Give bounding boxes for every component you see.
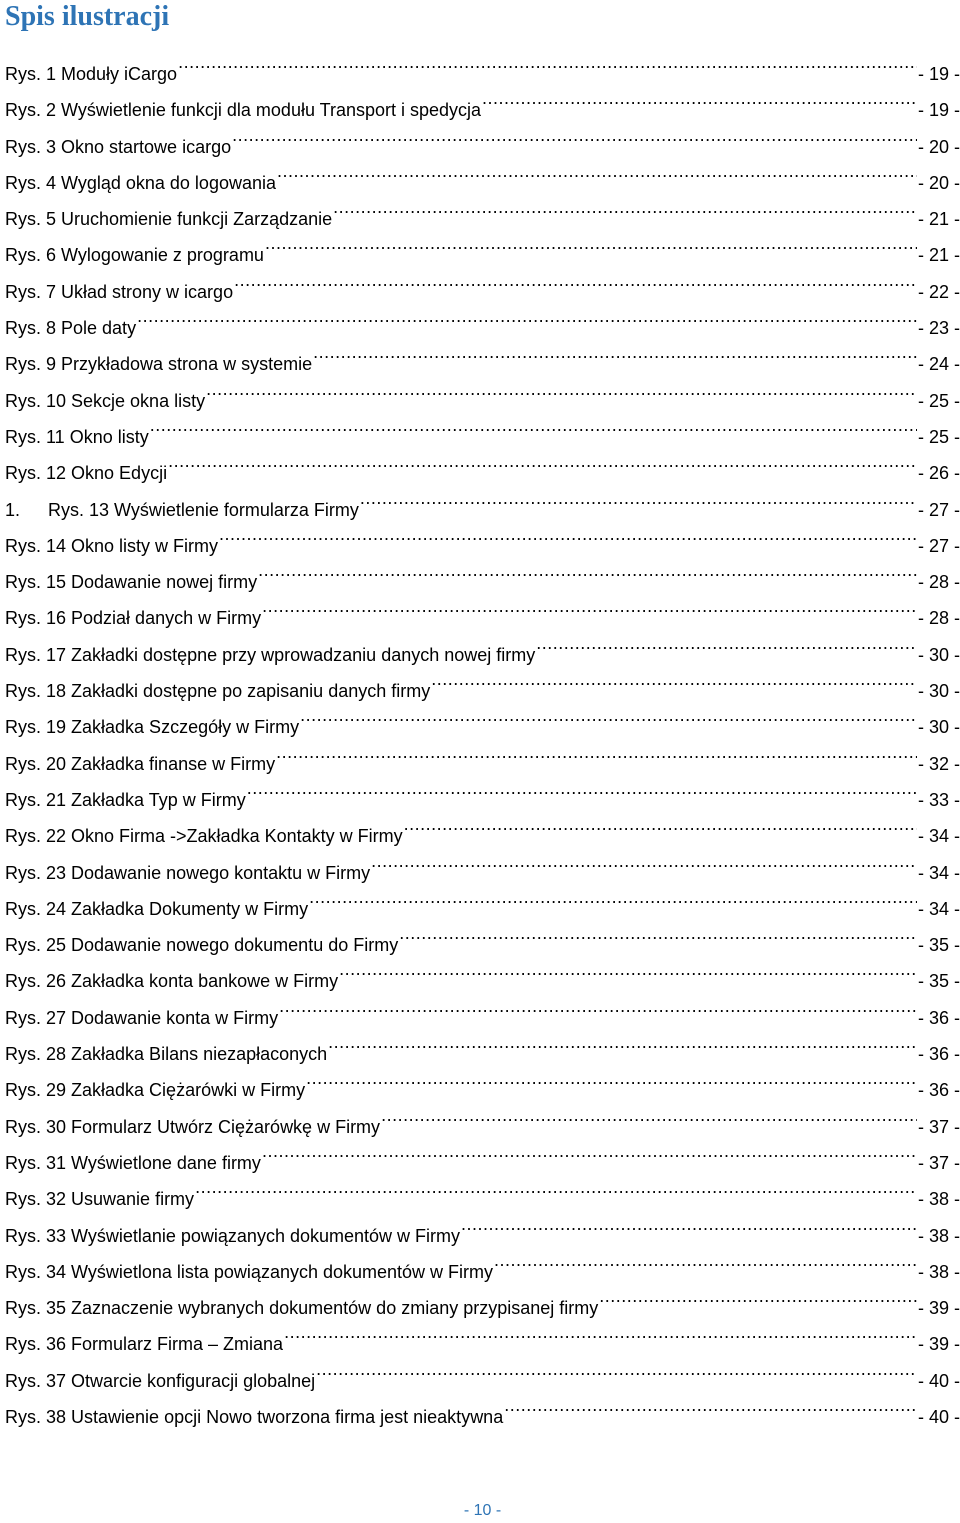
toc-entry-title	[5, 237, 264, 273]
toc-entry-label: Rys. 14 Okno listy w Firmy	[5, 535, 219, 556]
toc-entry-label: Rys. 27 Dodawanie konta w Firmy	[5, 1007, 279, 1028]
toc-entry-label: Rys. 10 Sekcje okna listy	[5, 390, 206, 411]
toc-entry-page: - 38 -	[917, 1189, 960, 1210]
toc-entry-page: - 40 -	[917, 1406, 960, 1427]
toc-entry-label: Rys. 18 Zakładki dostępne po zapisaniu danych firmy	[5, 681, 431, 702]
toc-dot-leader	[258, 552, 917, 588]
toc-dot-leader	[306, 1060, 917, 1096]
toc-entry-label: Rys. 4 Wygląd okna do logowania	[5, 172, 276, 193]
toc-entry-label: Rys. 6 Wylogowanie z programu	[5, 245, 264, 266]
toc-dot-leader	[284, 1314, 917, 1350]
toc-entry-label: Rys. 12 Okno Edycji	[5, 463, 168, 484]
toc-entry-page: - 28 -	[917, 572, 960, 593]
toc-entry-label: Rys. 24 Zakładka Dokumenty w Firmy	[5, 898, 309, 919]
toc-entry-label: Rys. 36 Formularz Firma – Zmiana	[5, 1334, 284, 1355]
toc-dot-leader	[313, 334, 917, 370]
toc-entry-title	[5, 1000, 278, 1036]
toc-dot-leader	[195, 1169, 917, 1205]
toc-entry-label: Rys. 23 Dodawanie nowego kontaktu w Firmy	[5, 862, 371, 883]
toc-dot-leader	[168, 443, 917, 479]
toc-dot-leader	[482, 80, 917, 116]
toc-entry-page: - 36 -	[917, 1080, 960, 1101]
toc-dot-leader	[137, 298, 917, 334]
toc-entry-label: Rys. 31 Wyświetlone dane firmy	[5, 1152, 261, 1173]
toc-entry-title	[5, 818, 403, 854]
toc-dot-leader	[300, 697, 917, 733]
toc-entry-page: - 21 -	[917, 209, 960, 230]
toc-dot-leader	[178, 44, 917, 80]
toc-entry-title	[5, 129, 231, 165]
toc-entry-label: Rys. 15 Dodawanie nowej firmy	[5, 572, 258, 593]
toc-entry-title	[5, 1218, 460, 1254]
toc-entry-label: Rys. 8 Pole daty	[5, 318, 137, 339]
toc-entry-label: Rys. 20 Zakładka finanse w Firmy	[5, 753, 276, 774]
toc-entry-page: - 20 -	[917, 136, 960, 157]
toc-entry-label: Rys. 19 Zakładka Szczegóły w Firmy	[5, 717, 300, 738]
toc-entry-label: Rys. 34 Wyświetlona lista powiązanych dokumentów w Firmy	[5, 1261, 494, 1282]
toc-entry-page: - 34 -	[917, 826, 960, 847]
toc-entry-label: Rys. 11 Okno listy	[5, 426, 149, 447]
toc-entry-title	[5, 1326, 283, 1362]
toc-entry-page: - 33 -	[917, 789, 960, 810]
toc-entry-page: - 38 -	[917, 1261, 960, 1282]
toc-entry-title	[5, 419, 149, 455]
toc-dot-leader	[219, 516, 917, 552]
toc-entry-title	[5, 455, 167, 491]
toc-entry-label: Rys. 13 Wyświetlenie formularza Firmy	[48, 499, 359, 520]
toc-entry[interactable]	[5, 298, 960, 339]
toc-entry-page: - 30 -	[917, 717, 960, 738]
toc-dot-leader	[276, 734, 917, 770]
toc-dot-leader	[494, 1242, 917, 1278]
toc-entry-page: - 22 -	[917, 281, 960, 302]
toc-entry-title	[5, 1036, 327, 1072]
page-title: Spis ilustracji	[5, 1, 170, 32]
toc-entry[interactable]	[5, 44, 960, 84]
toc-entry-title	[5, 528, 218, 564]
toc-entry-label: Rys. 7 Układ strony w icargo	[5, 281, 234, 302]
toc-dot-leader	[247, 770, 917, 806]
toc-entry-title	[5, 1254, 493, 1290]
toc-entry-page: - 25 -	[917, 390, 960, 411]
toc-entry-page: - 32 -	[917, 753, 960, 774]
toc-dot-leader	[461, 1206, 917, 1242]
toc-entry-label: Rys. 25 Dodawanie nowego dokumentu do Firmy	[5, 935, 399, 956]
toc-entry-page: - 35 -	[917, 935, 960, 956]
toc-entry-label: Rys. 33 Wyświetlanie powiązanych dokumentów w Firmy	[5, 1225, 461, 1246]
toc-entry-page: - 37 -	[917, 1152, 960, 1173]
table-of-figures	[5, 44, 960, 1427]
toc-entry-page: - 25 -	[917, 426, 960, 447]
toc-entry[interactable]	[5, 334, 960, 375]
toc-entry-page: - 20 -	[917, 172, 960, 193]
toc-entry-label: Rys. 30 Formularz Utwórz Ciężarówkę w Firmy	[5, 1116, 381, 1137]
toc-entry-page: - 36 -	[917, 1044, 960, 1065]
toc-entry-page: - 35 -	[917, 971, 960, 992]
toc-entry-title	[5, 746, 275, 782]
toc-entry-label: Rys. 29 Zakładka Ciężarówki w Firmy	[5, 1080, 306, 1101]
toc-entry-label: Rys. 3 Okno startowe icargo	[5, 136, 232, 157]
toc-dot-leader	[328, 1024, 917, 1060]
toc-entry-page: - 30 -	[917, 681, 960, 702]
toc-dot-leader	[371, 843, 917, 879]
toc-entry-label: Rys. 37 Otwarcie konfiguracji globalnej	[5, 1370, 316, 1391]
toc-entry-label: Rys. 32 Usuwanie firmy	[5, 1189, 195, 1210]
toc-entry-label: Rys. 2 Wyświetlenie funkcji dla modułu Transport i spedycja	[5, 100, 482, 121]
toc-dot-leader	[277, 153, 917, 189]
toc-dot-leader	[234, 262, 917, 298]
toc-entry-title	[5, 1072, 305, 1108]
toc-entry-page: - 37 -	[917, 1116, 960, 1137]
toc-dot-leader	[150, 407, 917, 443]
toc-entry-label: Rys. 5 Uruchomienie funkcji Zarządzanie	[5, 209, 333, 230]
toc-dot-leader	[536, 625, 917, 661]
toc-dot-leader	[232, 117, 917, 153]
toc-entry-label: Rys. 21 Zakładka Typ w Firmy	[5, 789, 246, 810]
toc-entry-label: Rys. 1 Moduły iCargo	[5, 64, 178, 84]
toc-entry-label: Rys. 22 Okno Firma ->Zakładka Kontakty w Firmy	[5, 826, 403, 847]
toc-entry-title	[5, 564, 257, 600]
toc-entry-page: - 38 -	[917, 1225, 960, 1246]
toc-entry-page: - 40 -	[917, 1370, 960, 1391]
toc-entry-title	[5, 310, 136, 346]
toc-entry-title	[5, 709, 299, 745]
toc-dot-leader	[431, 661, 917, 697]
toc-entry-page: - 28 -	[917, 608, 960, 629]
toc-entry-title	[5, 782, 246, 818]
toc-entry-page: - 21 -	[917, 245, 960, 266]
toc-dot-leader	[599, 1278, 917, 1314]
toc-dot-leader	[381, 1097, 917, 1133]
toc-entry-label: Rys. 26 Zakładka konta bankowe w Firmy	[5, 971, 339, 992]
toc-entry-label: Rys. 9 Przykładowa strona w systemie	[5, 354, 313, 375]
toc-entry-page: - 34 -	[917, 898, 960, 919]
toc-entry-label: Rys. 28 Zakładka Bilans niezapłaconych	[5, 1044, 328, 1065]
toc-entry-page: - 39 -	[917, 1334, 960, 1355]
toc-entry-title	[5, 891, 308, 927]
toc-entry-title	[5, 56, 177, 92]
toc-entry-title	[5, 1363, 315, 1399]
toc-entry-title	[5, 1399, 503, 1435]
toc-dot-leader	[316, 1351, 917, 1387]
toc-dot-leader	[504, 1387, 917, 1423]
toc-entry-page: - 26 -	[917, 463, 960, 484]
toc-entry-label: Rys. 38 Ustawienie opcji Nowo tworzona firma jest nieaktywna	[5, 1406, 504, 1427]
toc-dot-leader	[206, 371, 917, 407]
toc-entry-page: - 39 -	[917, 1298, 960, 1319]
toc-dot-leader	[404, 806, 917, 842]
toc-entry-number: 1.	[5, 499, 21, 520]
toc-entry-page: - 27 -	[917, 499, 960, 520]
toc-dot-leader	[339, 951, 917, 987]
toc-entry-page: - 34 -	[917, 862, 960, 883]
toc-dot-leader	[262, 588, 917, 624]
toc-dot-leader	[309, 879, 917, 915]
toc-entry-label: Rys. 17 Zakładki dostępne przy wprowadzaniu danych nowej firmy	[5, 644, 536, 665]
page-number: - 10 -	[463, 1502, 502, 1519]
toc-dot-leader	[265, 225, 917, 261]
toc-dot-leader	[279, 988, 917, 1024]
toc-entry-label: Rys. 16 Podział danych w Firmy	[5, 608, 262, 629]
toc-dot-leader	[399, 915, 917, 951]
toc-dot-leader	[360, 480, 917, 516]
toc-dot-leader	[262, 1133, 917, 1169]
toc-entry-title	[5, 600, 261, 636]
toc-dot-leader	[333, 189, 917, 225]
toc-entry-page: - 27 -	[917, 535, 960, 556]
toc-entry-page: - 24 -	[917, 354, 960, 375]
toc-entry-page: - 19 -	[917, 100, 960, 121]
toc-entry-page: - 30 -	[917, 644, 960, 665]
toc-entry-label: Rys. 35 Zaznaczenie wybranych dokumentów do zmiany przypisanej firmy	[5, 1298, 599, 1319]
toc-entry-page: - 23 -	[917, 318, 960, 339]
toc-entry-title	[5, 165, 276, 201]
toc-entry-title	[5, 1181, 194, 1217]
toc-entry-page: - 19 -	[917, 64, 960, 84]
toc-entry-page: - 36 -	[917, 1007, 960, 1028]
